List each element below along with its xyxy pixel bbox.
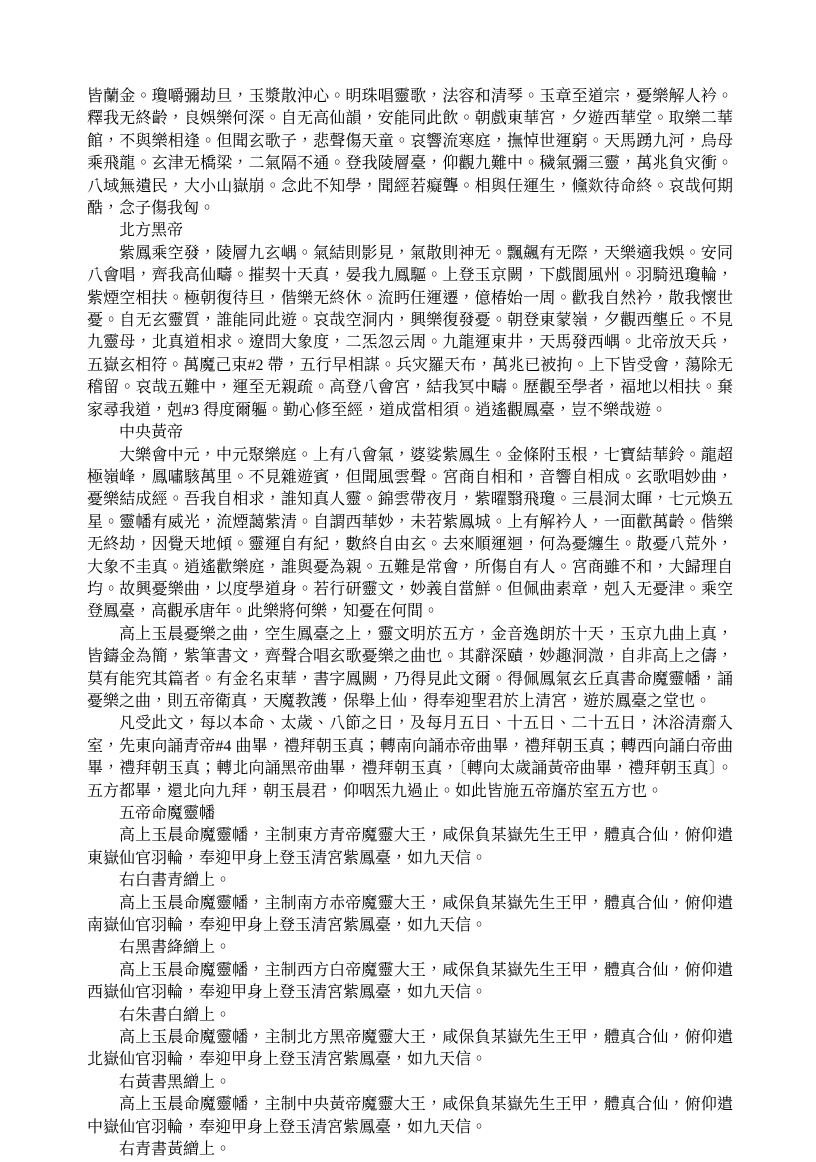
- paragraph: 高上玉晨憂樂之曲，空生鳳臺之上，靈文明於五方，金音逸朗於十天，玉京九曲上真，皆鑄金為簡，紫筆書文，齊聲合唱玄歌憂樂之曲也。其辭深賾，妙趣洞溦，自非高上之儔，莫有能究其篇者。有金名束華，書字鳳闕，乃得見此文爾。得佩鳳氣玄丘真書命魔靈幡，誦憂樂之曲，則五帝衛真，天魔教護，保舉上仙，得奉迎聖君於上清宮，遊於鳳臺之堂也。: [87, 625, 733, 710]
- paragraph: 高上玉晨命魔靈幡，主制西方白帝魔靈大王，咸保負某嶽先生王甲，體真合仙，俯仰遣西嶽仙官羽輪，奉迎甲身上登玉清宮紫鳳臺，如九天信。: [87, 961, 733, 1002]
- paragraph: 紫鳳乘空發，陵層九玄嵎。氣結則影見，氣散則神无。飄飆有无際，天樂適我娛。安同八會唱，齊我高仙疇。摧契十天真，晏我九鳳驅。上登玉京闕，下戲閬風州。羽騎迅瓊輪，紫煙空相扶。極朝復待旦，偕樂无終休。流眄任運遷，億椿始一周。歡我自然衿，散我懷世憂。自无玄靈質，誰能同此遊。哀哉空洞内，興樂復發憂。朝登東蒙嶺，夕觀西壟丘。不見九靈母，北真道相求。遼問大象度，二炁忽云周。九龍運東井，天馬發西嵎。北帝放天兵，五嶽玄相符。萬魔己束#2 帶，五行早相謀。兵灾羅天布，萬兆已被拘。上下皆受會，蕩除无稽留。哀哉五難中，運至无親疏。高登八會宮，結我冥中疇。歷觀至學者，福地以相扶。棄家尋我道，剋#3 得度爾軀。勤心修至經，道成當相須。逍遙觀鳳臺，豈不樂哉遊。: [87, 244, 733, 419]
- section-heading: 北方黑帝: [119, 222, 184, 240]
- paragraph: 右白書青繒上。: [119, 872, 232, 890]
- paragraph: 大樂會中元，中元聚樂庭。上有八會氣，婆娑紫鳳生。金條附玉根，七寶結華鈴。龍超極嶺峰，鳳嘯駭萬里。不見雜遊賓，但聞風雲聲。宮商自相和，音響自相成。玄歌唱妙曲，憂樂結成經。吾我自相求，誰知真人靈。錦雲帶夜月，紫曜翳飛瓊。三晨洞太暉，七元煥五星。靈幡有威光，流煙藹紫清。自謂西華妙，未若紫鳳城。上有解衿人，一面歡萬齡。偕樂无終劫，因覺天地傾。靈運自有紀，數終自由玄。去來順運迴，何為憂纏生。散憂八荒外，大象不圭真。逍遙歡樂庭，誰與憂為親。五難是常會，所傷自有人。宮商雖不和，大歸理自均。故興憂樂曲，以度學道身。若行研靈文，妙義自當鮮。但佩曲素章，剋入无憂津。乘空登鳳臺，高觀承唐年。此樂將何樂，知憂在何間。: [87, 446, 733, 621]
- paragraph: 皆蘭金。瓊嚼彌劫旦，玉漿散沖心。明珠唱靈歌，法容和清琴。玉章至道宗，憂樂解人衿。釋我无終齡，良娛樂何深。自无高仙韻，安能同此飲。朝戲東華宮，夕遊西華堂。取樂二華館，不與樂相逢。但聞玄歌子，悲聲傷天童。哀響流寒庭，撫悼世運窮。天馬踴九河，烏母乘飛龍。玄津无橋梁，二氣隔不通。登我陵層臺，仰觀九難中。穢氣彌三靈，萬兆負灾衝。八域無遺民，大小山嶽崩。念此不知學，聞經若癡聾。相與任運生，儵欻待命終。哀哉何期酷，念子傷我匈。: [87, 88, 733, 218]
- document-body: [87, 86, 733, 1162]
- paragraph: 右青書黃繒上。: [119, 1141, 232, 1159]
- paragraph: 右黃書黑繒上。: [119, 1073, 232, 1091]
- paragraph: 凡受此文，每以本命、太歲、八節之日，及每月五日、十五日、二十五日，沐浴清齋入室，先東向誦青帝#4 曲畢，禮拜朝玉真；轉南向誦赤帝曲畢，禮拜朝玉真；轉西向誦白帝曲畢，禮拜朝玉真；轉北向誦黑帝曲畢，禮拜朝玉真，〔轉向太歲誦黃帝曲畢，禮拜朝玉真〕。五方都畢，還北向九拜，朝玉晨君，仰咽炁九過止。如此皆施五帝旛於室五方也。: [87, 715, 733, 800]
- paragraph: 右黑書絳繒上。: [119, 939, 232, 957]
- paragraph: 高上玉晨命魔靈幡，主制中央黃帝魔靈大王，咸保負某嶽先生王甲，體真合仙，俯仰遣中嶽仙官羽輪，奉迎甲身上登玉清宮紫鳳臺，如九天信。: [87, 1096, 733, 1136]
- paragraph: 高上玉晨命魔靈幡，主制東方青帝魔靈大王，咸保負某嶽先生王甲，體真合仙，俯仰遣東嶽仙官羽輪，奉迎甲身上登玉清宮紫鳳臺，如九天信。: [87, 827, 733, 867]
- paragraph: 右朱書白繒上。: [119, 1006, 232, 1024]
- paragraph: 高上玉晨命魔靈幡，主制北方黑帝魔靈大王，咸保負某嶽先生王甲，體真合仙，俯仰遣北嶽仙官羽輪，奉迎甲身上登玉清宮紫鳳臺，如九天信。: [87, 1029, 733, 1069]
- paragraph: 高上玉晨命魔靈幡，主制南方赤帝魔靈大王，咸保負某嶽先生王甲，體真合仙，俯仰遣南嶽仙官羽輪，奉迎甲身上登玉清宮紫鳳臺，如九天信。: [87, 894, 733, 935]
- section-heading: 中央黃帝: [119, 424, 184, 442]
- section-heading: 五帝命魔靈幡: [119, 805, 216, 822]
